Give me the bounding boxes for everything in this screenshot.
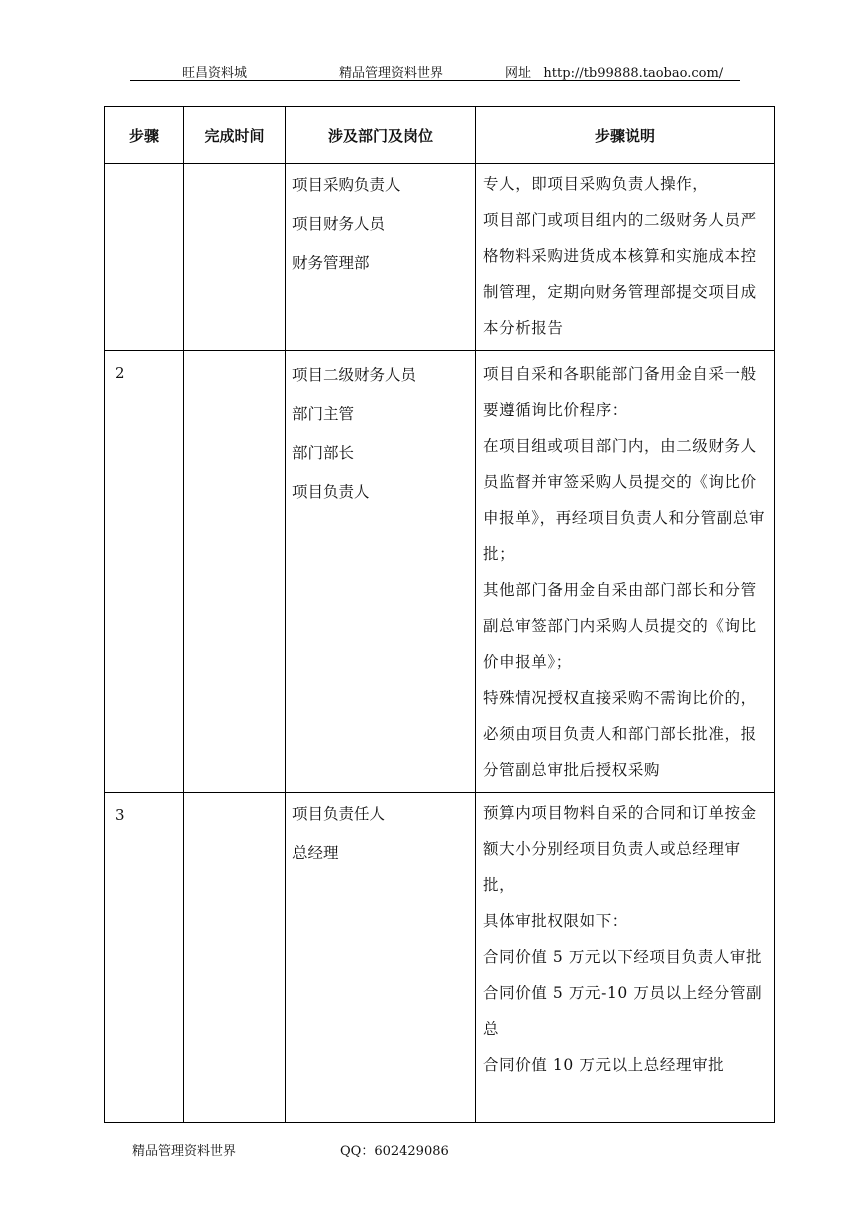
time-cell — [184, 351, 286, 793]
column-header-departments: 涉及部门及岗位 — [286, 107, 476, 164]
header-divider — [130, 80, 740, 81]
departments-cell — [286, 351, 476, 793]
page-header — [0, 60, 868, 82]
table-row — [105, 164, 775, 351]
header-shop-name: 旺昌资料城 — [182, 66, 248, 81]
column-header-step: 步骤 — [105, 107, 184, 164]
description-paragraph: 专人，即项目采购负责人操作， — [483, 175, 709, 193]
department-item: 项目采购负责人 — [292, 176, 401, 194]
description-paragraph: 预算内项目物料自采的合同和订单按金额大小分别经项目负责人或总经理审批， — [483, 804, 757, 894]
step-cell: 3 — [105, 793, 184, 1123]
step-cell: 2 — [105, 351, 184, 793]
header-title: 精品管理资料世界 — [339, 66, 444, 81]
department-item: 项目二级财务人员 — [292, 366, 417, 384]
description-paragraph: 在项目组或项目部门内，由二级财务人员监督并审签采购人员提交的《询比价申报单》，再经项目负责人和分管副总审批； — [483, 437, 766, 563]
department-item: 项目负责任人 — [292, 805, 386, 823]
department-item: 部门部长 — [292, 444, 355, 462]
procedure-table — [104, 106, 775, 1123]
footer-title: 精品管理资料世界 — [132, 1144, 237, 1159]
description-paragraph: 项目自采和各职能部门备用金自采一般要遵循询比价程序： — [483, 365, 757, 419]
departments-cell — [286, 793, 476, 1123]
description-paragraph: 合同价值 5 万元以下经项目负责人审批 — [483, 948, 763, 966]
step-cell — [105, 164, 184, 351]
header-site-label: 网址 — [505, 66, 532, 81]
description-paragraph: 特殊情况授权直接采购不需询比价的，必须由项目负责人和部门部长批准，报分管副总审批后授权采购 — [483, 689, 757, 779]
department-item: 项目财务人员 — [292, 215, 386, 233]
column-header-description: 步骤说明 — [476, 107, 775, 164]
time-cell — [184, 164, 286, 351]
footer-qq: QQ：602429086 — [340, 1144, 449, 1159]
header-site-url[interactable]: http://tb99888.taobao.com/ — [543, 66, 724, 81]
department-item: 财务管理部 — [292, 254, 370, 272]
description-paragraph: 合同价值 10 万元以上总经理审批 — [483, 1056, 725, 1074]
departments-cell — [286, 164, 476, 351]
description-cell — [476, 164, 775, 351]
column-header-time: 完成时间 — [184, 107, 286, 164]
description-paragraph: 项目部门或项目组内的二级财务人员严格物料采购进货成本核算和实施成本控制管理，定期向财务管理部提交项目成本分析报告 — [483, 211, 757, 337]
description-paragraph: 其他部门备用金自采由部门部长和分管副总审签部门内采购人员提交的《询比价申报单》； — [483, 581, 757, 671]
description-paragraph: 具体审批权限如下： — [483, 912, 628, 930]
department-item: 部门主管 — [292, 405, 355, 423]
description-cell — [476, 793, 775, 1123]
time-cell — [184, 793, 286, 1123]
table-row — [105, 793, 775, 1123]
table-row — [105, 351, 775, 793]
department-item: 总经理 — [292, 844, 339, 862]
header-website — [505, 62, 723, 81]
table-header-row — [105, 107, 775, 164]
description-cell — [476, 351, 775, 793]
description-paragraph: 合同价值 5 万元-10 万员以上经分管副总 — [483, 984, 763, 1038]
department-item: 项目负责人 — [292, 483, 370, 501]
